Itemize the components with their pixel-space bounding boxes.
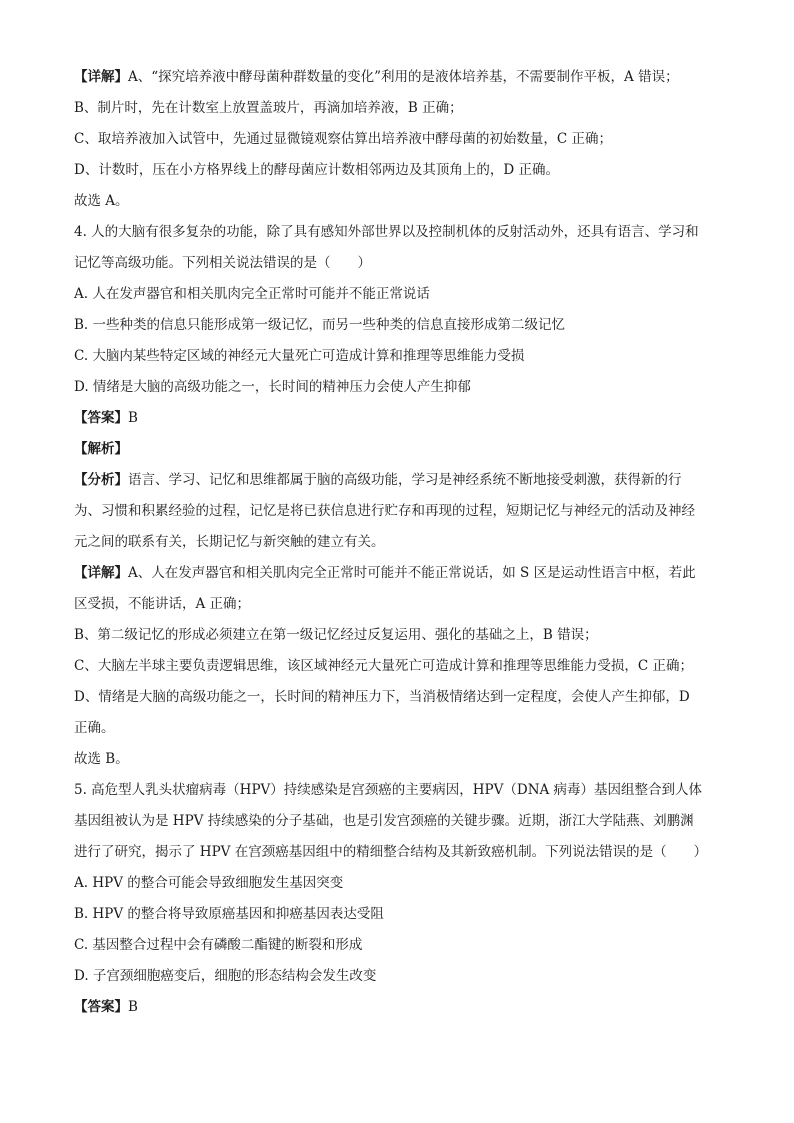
text-line [74, 465, 724, 496]
line-text: 4. 人的大脑有很多复杂的功能，除了具有感知外部世界以及控制机体的反射活动外，还具有语言、学习和 [74, 224, 699, 240]
option-c [74, 930, 724, 961]
section-tag: 【详解】 [74, 69, 128, 85]
text-line [74, 496, 724, 527]
text-line [74, 589, 724, 620]
option-d [74, 961, 724, 992]
option-d [74, 372, 724, 403]
line-text: 语言、学习、记忆和思维都属于脑的高级功能，学习是神经系统不断地接受刺激，获得新的行 [128, 472, 682, 488]
document-body [74, 62, 724, 1023]
line-text: D、计数时，压在小方格界线上的酵母菌应计数相邻两边及其顶角上的，D 正确。 [74, 162, 559, 178]
text-line [74, 527, 724, 558]
text-line [74, 558, 724, 589]
section-tag: 【答案】 [74, 410, 128, 426]
line-text: A、“探究培养液中酵母菌种群数量的变化”利用的是液体培养基，不需要制作平板，A 错误； [128, 69, 679, 85]
line-text: D. 子宫颈细胞癌变后，细胞的形态结构会发生改变 [74, 968, 377, 984]
line-text: C. 基因整合过程中会有磷酸二酯键的断裂和形成 [74, 937, 363, 953]
text-line [74, 744, 724, 775]
line-text: B. HPV 的整合将导致原癌基因和抑癌基因表达受阻 [74, 906, 384, 922]
line-text: C、大脑左半球主要负责逻辑思维，该区域神经元大量死亡可造成计算和推理等思维能力受损，C 正确； [74, 658, 693, 674]
line-text: B [128, 410, 138, 426]
section-tag: 【分析】 [74, 472, 128, 488]
line-text: A、人在发声器官和相关肌肉完全正常时可能并不能正常说话，如 S 区是运动性语言中枢，若此 [128, 565, 696, 581]
option-b [74, 310, 724, 341]
answer-line [74, 992, 724, 1023]
line-text: B、第二级记忆的形成必须建立在第一级记忆经过反复运用、强化的基础之上，B 错误； [74, 627, 598, 643]
line-text: A. 人在发声器官和相关肌肉完全正常时可能并不能正常说话 [74, 286, 430, 302]
question-4-stem [74, 217, 724, 248]
line-text: 故选 B。 [74, 751, 129, 767]
line-text: C. 大脑内某些特定区域的神经元大量死亡可造成计算和推理等思维能力受损 [74, 348, 525, 364]
text-line [74, 651, 724, 682]
section-tag: 【解析】 [74, 441, 128, 457]
line-text: A. HPV 的整合可能会导致细胞发生基因突变 [74, 875, 344, 891]
option-a [74, 279, 724, 310]
line-text: 区受损，不能讲话，A 正确； [74, 596, 251, 612]
text-line [74, 93, 724, 124]
section-tag: 【答案】 [74, 999, 128, 1015]
line-text: D、情绪是大脑的高级功能之一，长时间的精神压力下，当消极情绪达到一定程度，会使人产生抑郁，D [74, 689, 690, 705]
line-text: 元之间的联系有关，长期记忆与新突触的建立有关。 [74, 534, 385, 550]
line-text: 正确。 [74, 720, 115, 736]
option-c [74, 341, 724, 372]
line-text: C、取培养液加入试管中，先通过显微镜观察估算出培养液中酵母菌的初始数量，C 正确； [74, 131, 612, 147]
text-line [74, 620, 724, 651]
question-5-stem [74, 806, 724, 837]
line-text: B、制片时，先在计数室上放置盖玻片，再滴加培养液，B 正确； [74, 100, 463, 116]
line-text: 5. 高危型人乳头状瘤病毒（HPV）持续感染是宫颈癌的主要病因，HPV（DNA 病毒）基因组整合到人体 [74, 782, 703, 798]
line-text: B [128, 999, 138, 1015]
line-text: 为、习惯和积累经验的过程，记忆是将已获信息进行贮存和再现的过程，短期记忆与神经元的活动及神经 [74, 503, 695, 519]
option-a [74, 868, 724, 899]
question-4-stem [74, 248, 724, 279]
line-text: 故选 A。 [74, 193, 129, 209]
analysis-heading [74, 434, 724, 465]
line-text: D. 情绪是大脑的高级功能之一，长时间的精神压力会使人产生抑郁 [74, 379, 471, 395]
section-tag: 【详解】 [74, 565, 128, 581]
question-5-stem [74, 775, 724, 806]
text-line [74, 62, 724, 93]
text-line [74, 713, 724, 744]
question-5-stem [74, 837, 724, 868]
line-text: 记忆等高级功能。下列相关说法错误的是（ ） [74, 255, 371, 271]
text-line [74, 682, 724, 713]
text-line [74, 186, 724, 217]
line-text: 基因组被认为是 HPV 持续感染的分子基础，也是引发宫颈癌的关键步骤。近期，浙江大学陆燕、刘鹏渊 [74, 813, 694, 829]
line-text: B. 一些种类的信息只能形成第一级记忆，而另一些种类的信息直接形成第二级记忆 [74, 317, 566, 333]
answer-line [74, 403, 724, 434]
line-text: 进行了研究，揭示了 HPV 在宫颈癌基因组中的精细整合结构及其新致癌机制。下列说法错误的是（ ） [74, 844, 708, 860]
text-line [74, 155, 724, 186]
option-b [74, 899, 724, 930]
text-line [74, 124, 724, 155]
